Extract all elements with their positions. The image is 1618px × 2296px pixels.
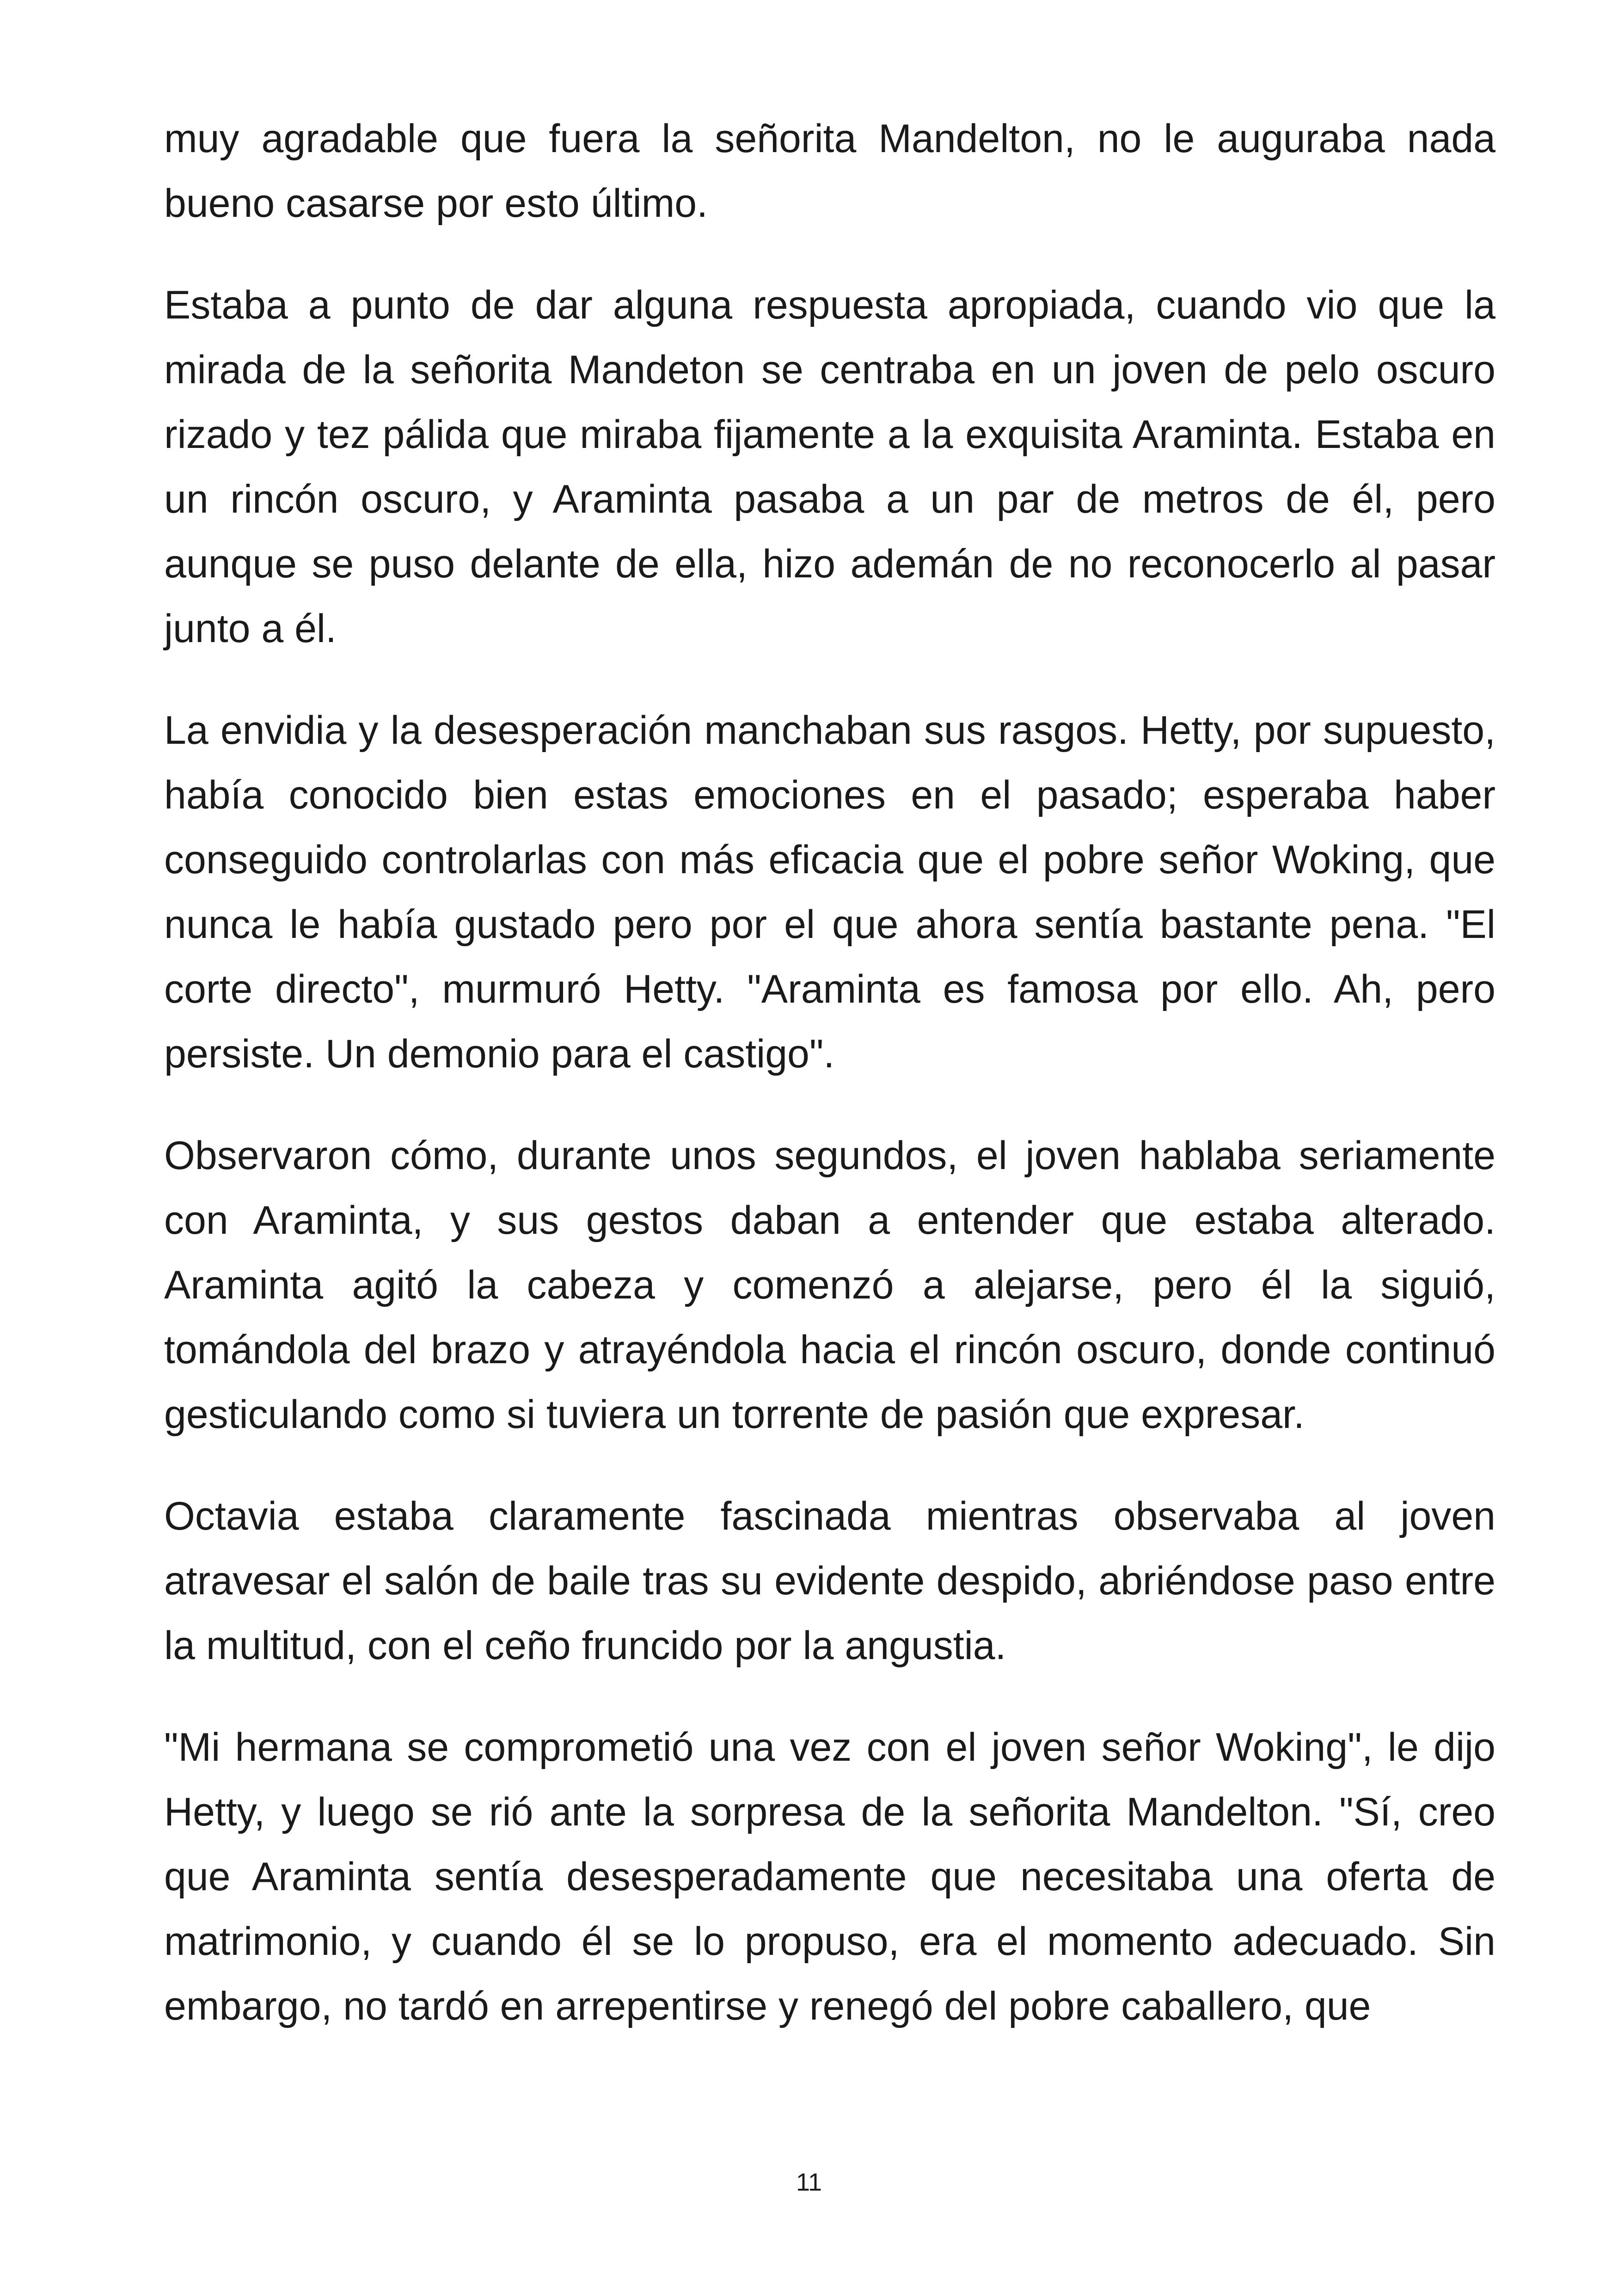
- paragraph-3: La envidia y la desesperación manchaban sus rasgos. Hetty, por supuesto, había conocido bien estas emociones en el pasado; esperaba haber conseguido controlarlas con más eficacia que el pobre señor Woking, que nunca le había gustado pero por el que ahora sentía bastante pena. "El corte directo", murmuró Hetty. "Araminta es famosa por ello. Ah, pero persiste. Un demonio para el castigo".: [164, 708, 1495, 1076]
- paragraph-4: Observaron cómo, durante unos segundos, el joven hablaba seriamente con Araminta, y sus gestos daban a entender que estaba alterado. Araminta agitó la cabeza y comenzó a alejarse, pero él la siguió, tomándola del brazo y atrayéndola hacia el rincón oscuro, donde continuó gesticulando como si tuviera un torrente de pasión que expresar.: [164, 1133, 1495, 1437]
- paragraph-2: Estaba a punto de dar alguna respuesta apropiada, cuando vio que la mirada de la señorita Mandeton se centraba en un joven de pelo oscuro rizado y tez pálida que miraba fijamente a la exquisita Araminta. Estaba en un rincón oscuro, y Araminta pasaba a un par de metros de él, pero aunque se puso delante de ella, hizo ademán de no reconocerlo al pasar junto a él.: [164, 283, 1495, 651]
- paragraph-1: muy agradable que fuera la señorita Mandelton, no le auguraba nada bueno casarse por esto último.: [164, 116, 1495, 226]
- document-body: [164, 106, 1495, 2076]
- page-number: 11: [796, 2168, 822, 2196]
- paragraph-6: "Mi hermana se comprometió una vez con el joven señor Woking", le dijo Hetty, y luego se rió ante la sorpresa de la señorita Mandelton. "Sí, creo que Araminta sentía desesperadamente que necesitaba una oferta de matrimonio, y cuando él se lo propuso, era el momento adecuado. Sin embargo, no tardó en arrepentirse y renegó del pobre caballero, que: [164, 1725, 1495, 2028]
- paragraph-5: Octavia estaba claramente fascinada mientras observaba al joven atravesar el salón de baile tras su evidente despido, abriéndose paso entre la multitud, con el ceño fruncido por la angustia.: [164, 1494, 1495, 1668]
